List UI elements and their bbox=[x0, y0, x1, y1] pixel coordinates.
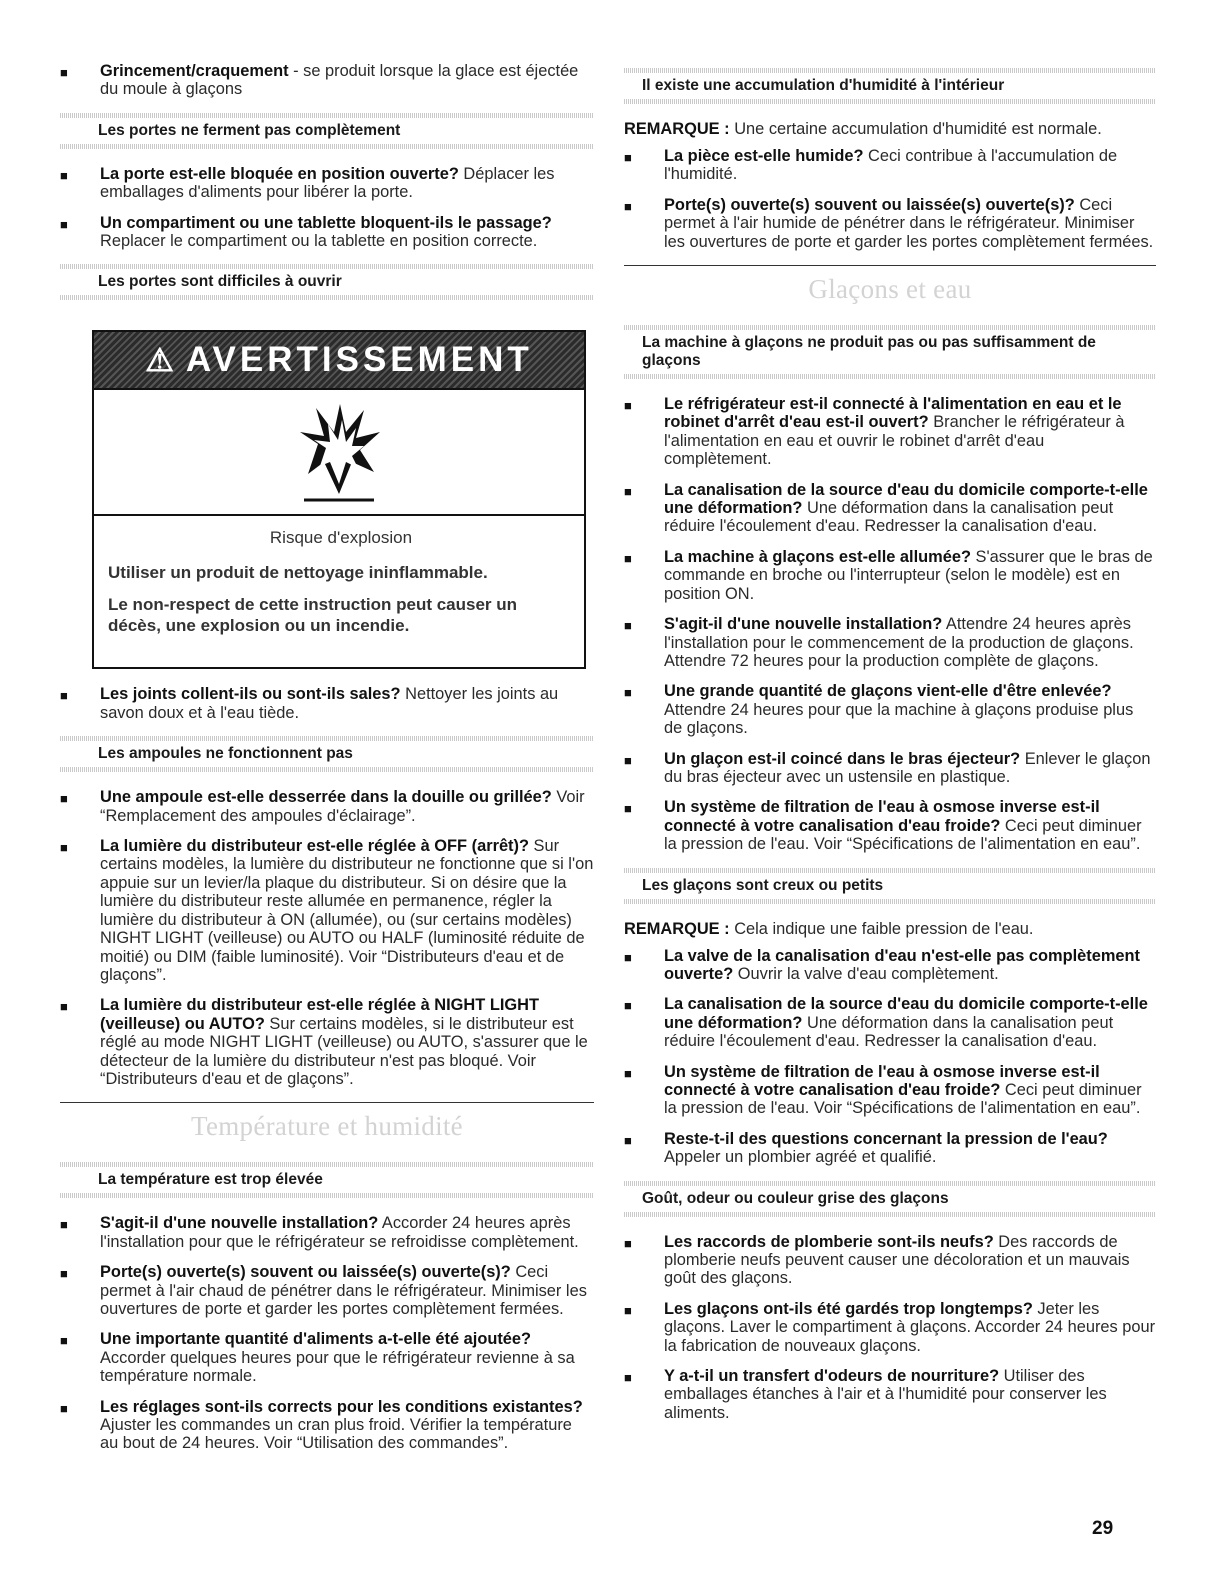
list-item: ■ La valve de la canalisation d'eau n'est-elle pas complètement ouverte? Ouvrir la valve d'eau complètement. bbox=[624, 946, 1141, 983]
list-item: ■ Les glaçons ont-ils été gardés trop longtemps? Jeter les glaçons. Laver le compartiment à glaçons. Accorder 24 heures pour la fabrication de nouveaux glaçons. bbox=[624, 1299, 1156, 1355]
list-item: ■ Un système de filtration de l'eau à osmose inverse est-il connecté à votre canalisation d'eau froide? Ceci peut diminuer la pression de l'eau. Voir “Spécifications de l'alimentation en eau”. bbox=[624, 1062, 1142, 1118]
list-item: ■ La canalisation de la source d'eau du domicile comporte-t-elle une déformation? Une déformation dans la canalisation peut réduire l'écoulement d'eau. Redresser la canalisation d'eau. bbox=[624, 480, 1148, 536]
list-item: ■ Le réfrigérateur est-il connecté à l'alimentation en eau et le robinet d'arrêt d'eau est-il ouvert? Brancher le réfrigérateur à l'alimentation en eau et ouvrir le robinet d'arrêt d'eau complètement. bbox=[624, 395, 1125, 469]
warning-line: Utiliser un produit de nettoyage ininflammable. bbox=[108, 563, 488, 583]
list-item: ■ La machine à glaçons est-elle allumée? S'assurer que le bras de commande en broche ou l'interrupteur (selon le modèle) est en position ON. bbox=[624, 547, 1153, 603]
list-item: ■ La canalisation de la source d'eau du domicile comporte-t-elle une déformation? Une déformation dans la canalisation peut réduire l'écoulement d'eau. Redresser la canalisation d'eau. bbox=[624, 995, 1148, 1051]
heading-taste: Goût, odeur ou couleur grise des glaçons bbox=[624, 1181, 1156, 1217]
list-item: ■ Porte(s) ouverte(s) souvent ou laissée(s) ouverte(s)? Ceci permet à l'air chaud de pénétrer dans le réfrigérateur. Minimiser les ouvertures de porte et garder les portes complètement fermées. bbox=[60, 1263, 587, 1318]
heading-temp: La température est trop élevée bbox=[60, 1162, 594, 1198]
page-number: 29 bbox=[1092, 1518, 1114, 1539]
list-item: ■ Un compartiment ou une tablette bloquent-ils le passage? Replacer le compartiment ou la tablette en position correcte. bbox=[60, 213, 552, 251]
section-title-ice: Glaçons et eau bbox=[808, 274, 972, 305]
section-title-temperature: Température et humidité bbox=[191, 1111, 463, 1142]
list-item: ■ Y a-t-il un transfert d'odeurs de nourriture? Utiliser des emballages étanches à l'air et à l'humidité pour conserver les aliments. bbox=[624, 1367, 1107, 1422]
note: REMARQUE : Une certaine accumulation d'humidité est normale. bbox=[624, 120, 1102, 138]
list-item: ■ Les raccords de plomberie sont-ils neufs? Des raccords de plomberie neufs peuvent causer une décoloration et un mauvais goût des glaçons. bbox=[624, 1232, 1130, 1288]
heading-icemaker: La machine à glaçons ne produit pas ou pas suffisamment de glaçons bbox=[624, 325, 1156, 379]
list-item: ■ Les joints collent-ils ou sont-ils sales? Nettoyer les joints au savon doux et à l'eau tiède. bbox=[60, 685, 559, 722]
list-item: ■ S'agit-il d'une nouvelle installation? Attendre 24 heures après l'installation pour le commencement de la production de glaçons. Attendre 72 heures pour la production complète de glaçons. bbox=[624, 615, 1134, 670]
list-item: ■ Un système de filtration de l'eau à osmose inverse est-il connecté à votre canalisation d'eau froide? Ceci peut diminuer la pression de l'eau. Voir “Spécifications de l'alimentation en eau”. bbox=[624, 798, 1142, 854]
list-item: ■ La lumière du distributeur est-elle réglée à OFF (arrêt)? Sur certains modèles, la lumière du distributeur ne fonctionne que si l'on appuie sur un levier/la plaque du distributeur. Si on désire que la lumière du distributeur reste allumée en permanence, régler la lumière du distributeur à ON (allumée), ou (sur certains modèles) NIGHT LIGHT (veilleuse) ou AUTO ou HALF (luminosité réduite de moitié) ou DIM (faible luminosité). Voir “Distributeurs d'eau et de glaçons”. bbox=[60, 837, 594, 984]
list-item: ■ Une importante quantité d'aliments a-t-elle été ajoutée? Accorder quelques heures pour que le réfrigérateur revienne à sa température normale. bbox=[60, 1330, 575, 1386]
heading-humidity: Il existe une accumulation d'humidité à l'intérieur bbox=[624, 68, 1156, 104]
list-item: ■ Reste-t-il des questions concernant la pression de l'eau? Appeler un plombier agréé et qualifié. bbox=[624, 1129, 1108, 1167]
warning-triangle-icon: ⚠ bbox=[145, 342, 178, 379]
list-item: ■ La pièce est-elle humide? Ceci contribue à l'accumulation de l'humidité. bbox=[624, 147, 1118, 184]
list-item: ■ Une ampoule est-elle desserrée dans la douille ou grillée? Voir “Remplacement des ampoules d'éclairage”. bbox=[60, 788, 585, 825]
heading-bulbs: Les ampoules ne fonctionnent pas bbox=[60, 736, 594, 772]
list-item: ■ Porte(s) ouverte(s) souvent ou laissée(s) ouverte(s)? Ceci permet à l'air humide de pénétrer dans le réfrigérateur. Minimiser les ouvertures de porte et garder les portes complètement fermées. bbox=[624, 195, 1154, 251]
list-item: ■ La porte est-elle bloquée en position ouverte? Déplacer les emballages d'aliments pour libérer la porte. bbox=[60, 164, 555, 202]
warning-title: Risque d'explosion bbox=[269, 528, 413, 548]
note: REMARQUE : Cela indique une faible pression de l'eau. bbox=[624, 919, 1034, 938]
left-column bbox=[60, 62, 594, 1465]
list-item: ■ La lumière du distributeur est-elle réglée à NIGHT LIGHT (veilleuse) ou AUTO? Sur certains modèles, si le distributeur est réglé au mode NIGHT LIGHT (veilleuse) ou AUTO, s'assurer que le détecteur de la lumière du distributeur n'est pas bloqué. Voir “Distributeurs d'eau et de glaçons”. bbox=[60, 996, 588, 1088]
list-item: ■ Un glaçon est-il coincé dans le bras éjecteur? Enlever le glaçon du bras éjecteur avec un ustensile en plastique. bbox=[624, 749, 1151, 786]
heading-hollow: Les glaçons sont creux ou petits bbox=[624, 868, 1156, 904]
heading-doors-open: Les portes sont difficiles à ouvrir bbox=[60, 264, 594, 300]
right-column bbox=[624, 62, 1156, 1434]
list-item: ■ Grincement/craquement - se produit lorsque la glace est éjectée du moule à glaçons bbox=[60, 62, 579, 99]
warning-header: ⚠ AVERTISSEMENT bbox=[94, 332, 584, 388]
warning-box bbox=[92, 330, 586, 669]
list-item: ■ Les réglages sont-ils corrects pour les conditions existantes? Ajuster les commandes un cran plus froid. Vérifier la température au bout de 24 heures. Voir “Utilisation des commandes”. bbox=[60, 1397, 583, 1453]
explosion-icon bbox=[94, 388, 584, 516]
heading-doors-close: Les portes ne ferment pas complètement bbox=[60, 113, 594, 149]
warning-line: Le non-respect de cette instruction peut causer un décès, une explosion ou un incendie. bbox=[108, 595, 518, 636]
list-item: ■ S'agit-il d'une nouvelle installation? Accorder 24 heures après l'installation pour que le réfrigérateur se refroidisse complètement. bbox=[60, 1214, 579, 1251]
list-item: ■ Une grande quantité de glaçons vient-elle d'être enlevée? Attendre 24 heures pour que la machine à glaçons produise plus de glaçons. bbox=[624, 682, 1134, 738]
